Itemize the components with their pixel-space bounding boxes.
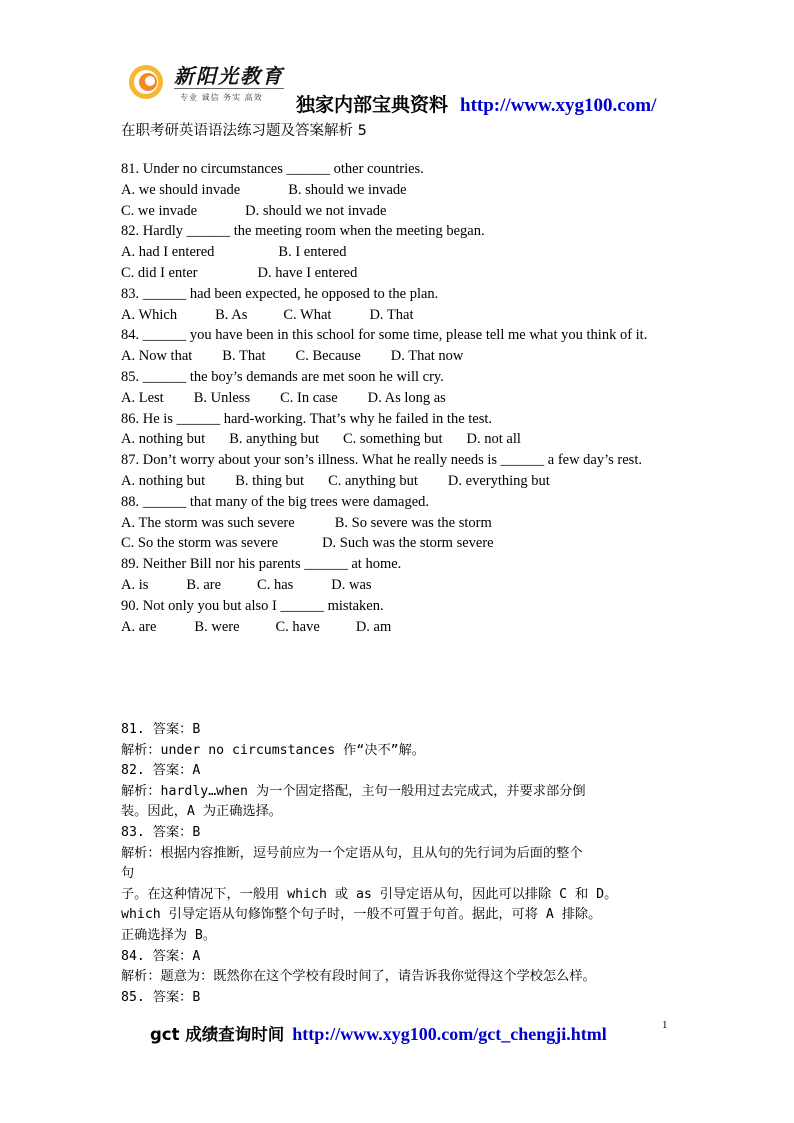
answer-option: B. I entered — [278, 244, 347, 261]
answer-option: C. did I enter — [121, 264, 198, 281]
question-stem: 89. Neither Bill nor his parents ______ at home. — [121, 556, 402, 573]
answer-explanation: 解析：under no circumstances 作“决不”解。 — [121, 742, 425, 758]
option-row — [121, 180, 677, 201]
header-banner — [296, 90, 656, 117]
header-text: 独家内部宝典资料 — [296, 94, 449, 116]
answer-explanation: 子。在这种情况下，一般用 which 或 as 引导定语从句，因此可以排除 C 和 D。 — [121, 886, 618, 902]
answer-key: 81. 答案：B — [121, 722, 201, 737]
option-row — [121, 471, 677, 492]
option-row — [121, 263, 677, 284]
answer-explanation: 解析：根据内容推断，逗号前应为一个定语从句，且从句的先行词为后面的整个 — [121, 845, 583, 861]
option-row — [121, 429, 677, 450]
answer-option: D. That — [369, 306, 414, 323]
answer-option: C. Because — [295, 348, 361, 365]
answer-option: D. was — [331, 576, 372, 593]
answer-option: A. nothing but — [121, 472, 206, 489]
answer-option: D. not all — [466, 431, 521, 448]
footer-banner — [150, 1021, 607, 1045]
answer-explanation: 装。因此，A 为正确选择。 — [121, 804, 282, 820]
answer-option: D. That now — [390, 348, 464, 365]
question-stem: 85. ______ the boy’s demands are met soon he will cry. — [121, 368, 444, 385]
footer-text: gct 成绩查询时间 — [150, 1025, 285, 1044]
option-row — [121, 575, 677, 596]
answer-option: A. nothing but — [121, 431, 206, 448]
answer-option: D. am — [355, 618, 392, 635]
answer-option: B. should we invade — [288, 181, 407, 198]
answer-option: C. we invade — [121, 202, 198, 219]
logo-slogan: 专业 诚信 务实 高效 — [180, 93, 263, 102]
option-row — [121, 388, 677, 409]
answer-option: D. have I entered — [257, 264, 358, 281]
question-stem: 86. He is ______ hard-working. That’s why he failed in the test. — [121, 410, 493, 427]
answer-option: D. should we not invade — [245, 202, 387, 219]
logo-divider — [174, 88, 284, 89]
option-row — [121, 617, 677, 638]
answer-key: 85. 答案：B — [121, 989, 201, 1005]
option-row — [121, 305, 677, 326]
answer-option: C. something but — [343, 431, 443, 448]
answer-option: B. thing but — [235, 472, 305, 489]
answer-key: 82. 答案：A — [121, 763, 201, 779]
answer-option: C. In case — [280, 389, 338, 406]
answer-option: D. As long as — [367, 389, 446, 406]
answer-option: B. That — [222, 348, 266, 365]
answer-explanation: 句 — [121, 866, 135, 882]
answer-option: B. So severe was the storm — [334, 514, 492, 531]
answer-option: B. anything but — [229, 431, 320, 448]
page-number: 1 — [662, 1019, 668, 1031]
question-stem: 82. Hardly ______ the meeting room when the meeting began. — [121, 223, 485, 240]
option-row — [121, 242, 677, 263]
question-stem: 81. Under no circumstances ______ other countries. — [121, 161, 424, 177]
answer-option: A. had I entered — [121, 244, 215, 261]
option-row — [121, 533, 677, 554]
option-row — [121, 513, 677, 534]
answer-option: C. So the storm was severe — [121, 535, 279, 552]
answer-option: D. everything but — [447, 472, 550, 489]
answer-option: A. we should invade — [121, 181, 241, 198]
answer-option: C. has — [257, 576, 294, 593]
answer-option: C. anything but — [328, 472, 418, 489]
answer-explanation: which 引导定语从句修饰整个句子时，一般不可置于句首。据此，可将 A 排除。 — [121, 907, 602, 923]
answer-option: C. have — [275, 618, 320, 635]
answer-option: B. As — [215, 306, 248, 323]
answer-option: D. Such was the storm severe — [322, 535, 494, 552]
company-logo — [124, 58, 286, 108]
answer-option: B. Unless — [193, 389, 251, 406]
answer-key: 83. 答案：B — [121, 824, 201, 840]
answer-key: 84. 答案：A — [121, 948, 201, 964]
question-stem: 88. ______ that many of the big trees were damaged. — [121, 493, 430, 510]
header-link[interactable]: http://www.xyg100.com/ — [460, 95, 657, 116]
answer-explanation: 正确选择为 B。 — [121, 927, 217, 943]
document-title: 在职考研英语语法练习题及答案解析 5 — [121, 123, 367, 139]
answer-option: A. Now that — [121, 348, 193, 365]
logo-name: 新阳光教育 — [174, 64, 284, 88]
answer-option: A. Which — [121, 306, 178, 323]
option-row — [121, 201, 677, 222]
answer-option: B. were — [194, 618, 240, 635]
question-stem: 84. ______ you have been in this school for some time, please tell me what you think of it. — [121, 327, 648, 344]
answer-explanation: 解析：题意为：既然你在这个学校有段时间了，请告诉我你觉得这个学校怎么样。 — [121, 969, 596, 985]
sun-logo-icon — [128, 64, 164, 100]
footer-link[interactable]: http://www.xyg100.com/gct_chengji.html — [292, 1024, 607, 1044]
option-row — [121, 346, 677, 367]
answer-option: A. are — [121, 618, 157, 635]
answer-option: A. is — [121, 576, 149, 593]
question-stem: 83. ______ had been expected, he opposed to the plan. — [121, 285, 439, 302]
answer-option: C. What — [283, 306, 332, 323]
question-list — [121, 159, 677, 637]
answer-option: A. Lest — [121, 389, 164, 406]
answer-option: A. The storm was such severe — [121, 514, 295, 531]
question-stem: 87. Don’t worry about your son’s illness. What he really needs is ______ a few day’s rest. — [121, 452, 642, 469]
answer-option: B. are — [186, 576, 222, 593]
answer-explanation: 解析：hardly…when 为一个固定搭配，主句一般用过去完成式，并要求部分倒 — [121, 783, 586, 799]
answer-list — [121, 720, 677, 1008]
question-stem: 90. Not only you but also I ______ mistaken. — [121, 597, 384, 614]
